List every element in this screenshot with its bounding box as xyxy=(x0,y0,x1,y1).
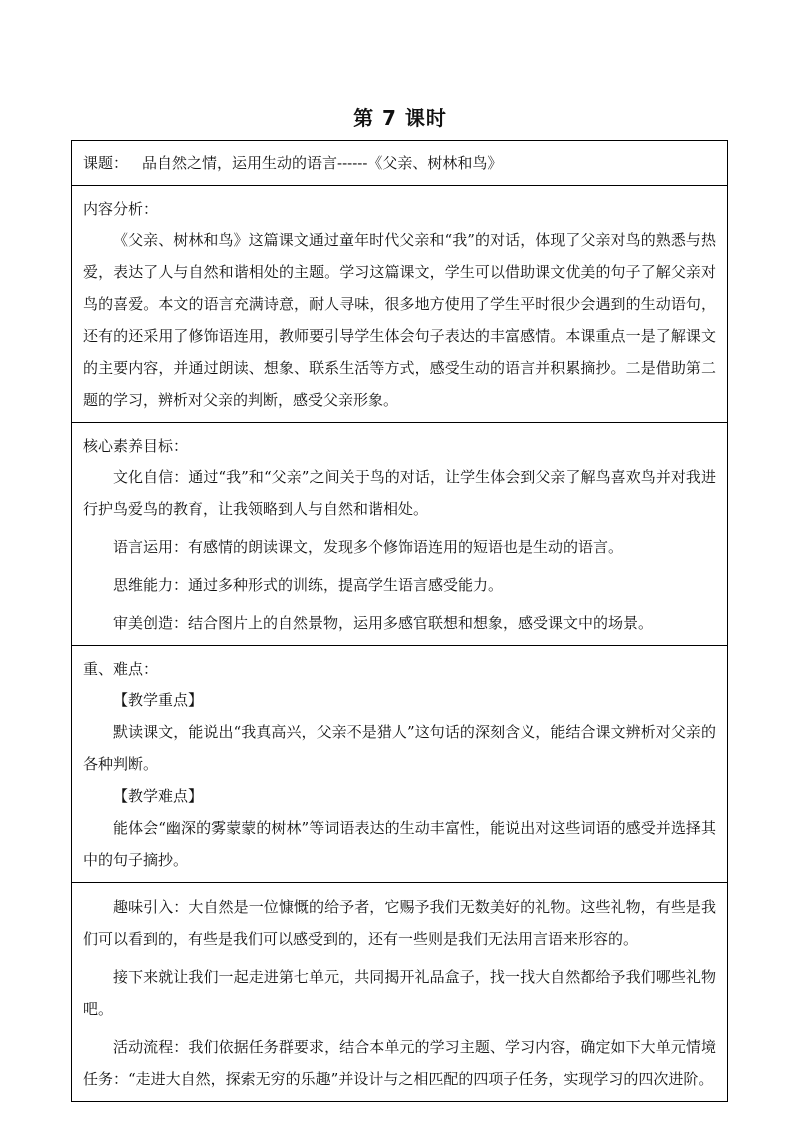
teaching-focus-text: 默读课文，能说出“我真高兴，父亲不是猎人”这句话的深刻含义，能结合课文辨析对父亲的各种判断。 xyxy=(83,723,716,773)
fun-intro-paragraph: 趣味引入：大自然是一位慷慨的给予者，它赐予我们无数美好的礼物。这些礼物，有些是我们可以看到的，有些是我们可以感受到的，还有一些则是我们无法用言语来形容的。 xyxy=(83,898,716,948)
core-goals-label: 核心素养目标： xyxy=(83,437,189,455)
topic-cell xyxy=(72,141,728,186)
topic-row xyxy=(72,141,728,186)
topic-text: 品自然之情，运用生动的语言------《父亲、树林和鸟》 xyxy=(142,154,503,172)
next-unit-paragraph: 接下来就让我们一起走进第七单元，共同揭开礼品盒子，找一找大自然都给予我们哪些礼物吧。 xyxy=(83,968,716,1018)
teaching-difficulty-text: 能体会“幽深的雾蒙蒙的树林”等词语表达的生动丰富性，能说出对这些词语的感受并选择其中的句子摘抄。 xyxy=(83,819,716,869)
key-points-label: 重、难点： xyxy=(83,660,159,678)
content-analysis-cell xyxy=(72,186,728,423)
goal-thinking-ability: 思维能力：通过多种形式的训练，提高学生语言感受能力。 xyxy=(113,576,504,594)
content-analysis-row xyxy=(72,186,728,423)
key-points-cell xyxy=(72,646,728,883)
core-goals-cell xyxy=(72,423,728,646)
introduction-cell xyxy=(72,883,728,1102)
lesson-plan-table xyxy=(71,140,728,1102)
teaching-focus-heading: 【教学重点】 xyxy=(113,691,204,709)
content-analysis-label: 内容分析： xyxy=(83,200,159,218)
key-points-row xyxy=(72,646,728,883)
introduction-row xyxy=(72,883,728,1102)
teaching-difficulty-heading: 【教学难点】 xyxy=(113,787,204,805)
goal-cultural-confidence: 文化自信：通过“我”和“父亲”之间关于鸟的对话，让学生体会到父亲了解鸟喜欢鸟并对我进行护鸟爱鸟的教育，让我领略到人与自然和谐相处。 xyxy=(83,468,716,518)
page-title: 第 7 课时 xyxy=(353,106,447,130)
activity-flow-paragraph: 活动流程：我们依据任务群要求，结合本单元的学习主题、学习内容，确定如下大单元情境任务：“走进大自然，探索无穷的乐趣”并设计与之相匹配的四项子任务，实现学习的四次进阶。 xyxy=(83,1038,716,1088)
content-analysis-paragraph: 《父亲、树林和鸟》这篇课文通过童年时代父亲和“我”的对话，体现了父亲对鸟的熟悉与热爱，表达了人与自然和谐相处的主题。学习这篇课文，学生可以借助课文优美的句子了解父亲对鸟的喜爱。本文的语言充满诗意，耐人寻味，很多地方使用了学生平时很少会遇到的生动语句，还有的还采用了修饰语连用，教师要引导学生体会句子表达的丰富感情。本课重点一是了解课文的主要内容，并通过朗读、想象、联系生活等方式，感受生动的语言并积累摘抄。二是借助第二题的学习，辨析对父亲的判断，感受父亲形象。 xyxy=(83,231,716,409)
goal-aesthetic-creation: 审美创造：结合图片上的自然景物，运用多感官联想和想象，感受课文中的场景。 xyxy=(113,614,654,632)
topic-label: 课题： xyxy=(83,154,129,172)
core-goals-row xyxy=(72,423,728,646)
goal-language-use: 语言运用：有感情的朗读课文，发现多个修饰语连用的短语也是生动的语言。 xyxy=(113,538,624,556)
